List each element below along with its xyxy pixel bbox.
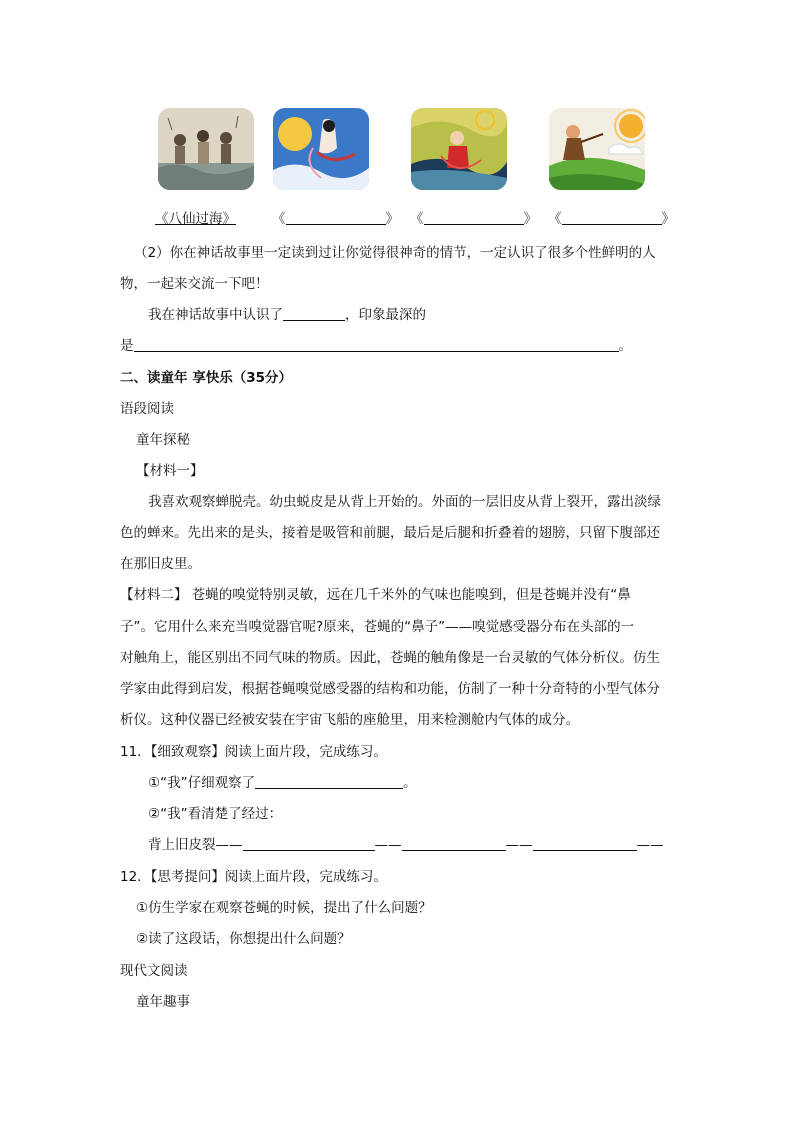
open-bracket: 《 xyxy=(410,211,424,227)
dash: —— xyxy=(505,837,533,853)
caption-blank-3 xyxy=(548,207,675,227)
question-12-2: ②读了这段话，你想提出什么问题？ xyxy=(136,931,351,947)
subsection-passage-reading: 语段阅读 xyxy=(120,401,174,417)
question-11-3 xyxy=(148,833,664,853)
open-bracket: 《 xyxy=(272,211,286,227)
material-2-line2: 子”。它用什么来充当嗅觉器官呢?原来，苍蝇的“鼻子”——嗅觉感受器分布在头部的一 xyxy=(120,619,635,635)
q11-1-answer-line[interactable] xyxy=(255,774,403,789)
dash: —— xyxy=(636,837,664,853)
q11-3-answer-line-2[interactable] xyxy=(402,836,506,851)
eight-immortals-image xyxy=(158,108,254,190)
material-1-label: 【材料一】 xyxy=(136,463,204,479)
caption-answer-line[interactable] xyxy=(562,210,662,225)
material-1-line3: 在那旧皮里。 xyxy=(120,556,201,572)
open-bracket: 《 xyxy=(548,211,562,227)
material-2-line4: 学家由此得到启发，根据苍蝇嗅觉感受器的结构和功能，仿制了一种十分奇特的小型气体分 xyxy=(120,681,660,697)
caption-eight-immortals: 《八仙过海》 xyxy=(155,211,236,227)
change-flying-moon-image xyxy=(273,108,369,190)
fill1-prefix: 我在神话故事中认识了 xyxy=(148,307,283,323)
q11-3-answer-line-3[interactable] xyxy=(533,836,637,851)
q11-1-suffix: 。 xyxy=(403,775,417,791)
q11-3-prefix: 背上旧皮裂—— xyxy=(148,837,243,853)
q2-fill2 xyxy=(120,334,632,354)
character-answer-line[interactable] xyxy=(283,306,345,321)
material-1-line1: 我喜欢观察蝉脱壳。幼虫蜕皮是从背上开始的。外面的一层旧皮从背上裂开，露出淡绿 xyxy=(148,494,661,510)
fill2-prefix: 是 xyxy=(120,338,134,354)
close-bracket: 》 xyxy=(661,211,675,227)
question-11: 11．【细致观察】阅读上面片段，完成练习。 xyxy=(120,744,387,760)
caption-answer-line[interactable] xyxy=(424,210,524,225)
q2-line1: （2）你在神话故事里一定读到过让你觉得很神奇的情节，一定认识了很多个性鲜明的人 xyxy=(134,245,656,261)
caption-blank-2 xyxy=(410,207,537,227)
q2-fill1 xyxy=(148,303,426,323)
material-2-line1: 【材料二】 苍蝇的嗅觉特别灵敏，远在几千米外的气味也能嗅到，但是苍蝇并没有“鼻 xyxy=(120,587,631,603)
question-12-1: ①仿生学家在观察苍蝇的时候，提出了什么问题？ xyxy=(136,900,432,916)
passage-title-1: 童年探秘 xyxy=(136,432,190,448)
section-heading: 二、读童年 享快乐（35分） xyxy=(120,370,292,386)
passage-title-2: 童年趣事 xyxy=(136,994,190,1010)
close-bracket: 》 xyxy=(523,211,537,227)
impression-answer-line[interactable] xyxy=(134,337,619,352)
subsection-modern-reading: 现代文阅读 xyxy=(120,963,188,979)
material-2-line3: 对触角上，能区别出不同气味的物质。因此，苍蝇的触角像是一台灵敏的气体分析仪。仿生 xyxy=(120,650,660,666)
close-bracket: 》 xyxy=(385,211,399,227)
fill2-suffix: 。 xyxy=(618,338,632,354)
question-11-1 xyxy=(148,771,417,791)
question-11-2: ②“我”看清楚了经过： xyxy=(148,806,283,822)
q11-3-answer-line-1[interactable] xyxy=(243,836,375,851)
q2-line2: 物，一起来交流一下吧！ xyxy=(120,276,269,292)
fill1-suffix: ，印象最深的 xyxy=(345,307,426,323)
caption-blank-1 xyxy=(272,207,399,227)
kuafu-chasing-sun-image xyxy=(549,108,645,190)
caption-answer-line[interactable] xyxy=(286,210,386,225)
q11-1-prefix: ①“我”仔细观察了 xyxy=(148,775,256,791)
nezha-image xyxy=(411,108,507,190)
dash: —— xyxy=(374,837,402,853)
material-2-line5: 析仪。这种仪器已经被安装在宇宙飞船的座舱里，用来检测舱内气体的成分。 xyxy=(120,712,579,728)
material-1-line2: 色的蝉来。先出来的是头，接着是吸管和前腿，最后是后腿和折叠着的翅膀，只留下腹部还 xyxy=(120,525,660,541)
question-12: 12．【思考提问】阅读上面片段，完成练习。 xyxy=(120,869,387,885)
